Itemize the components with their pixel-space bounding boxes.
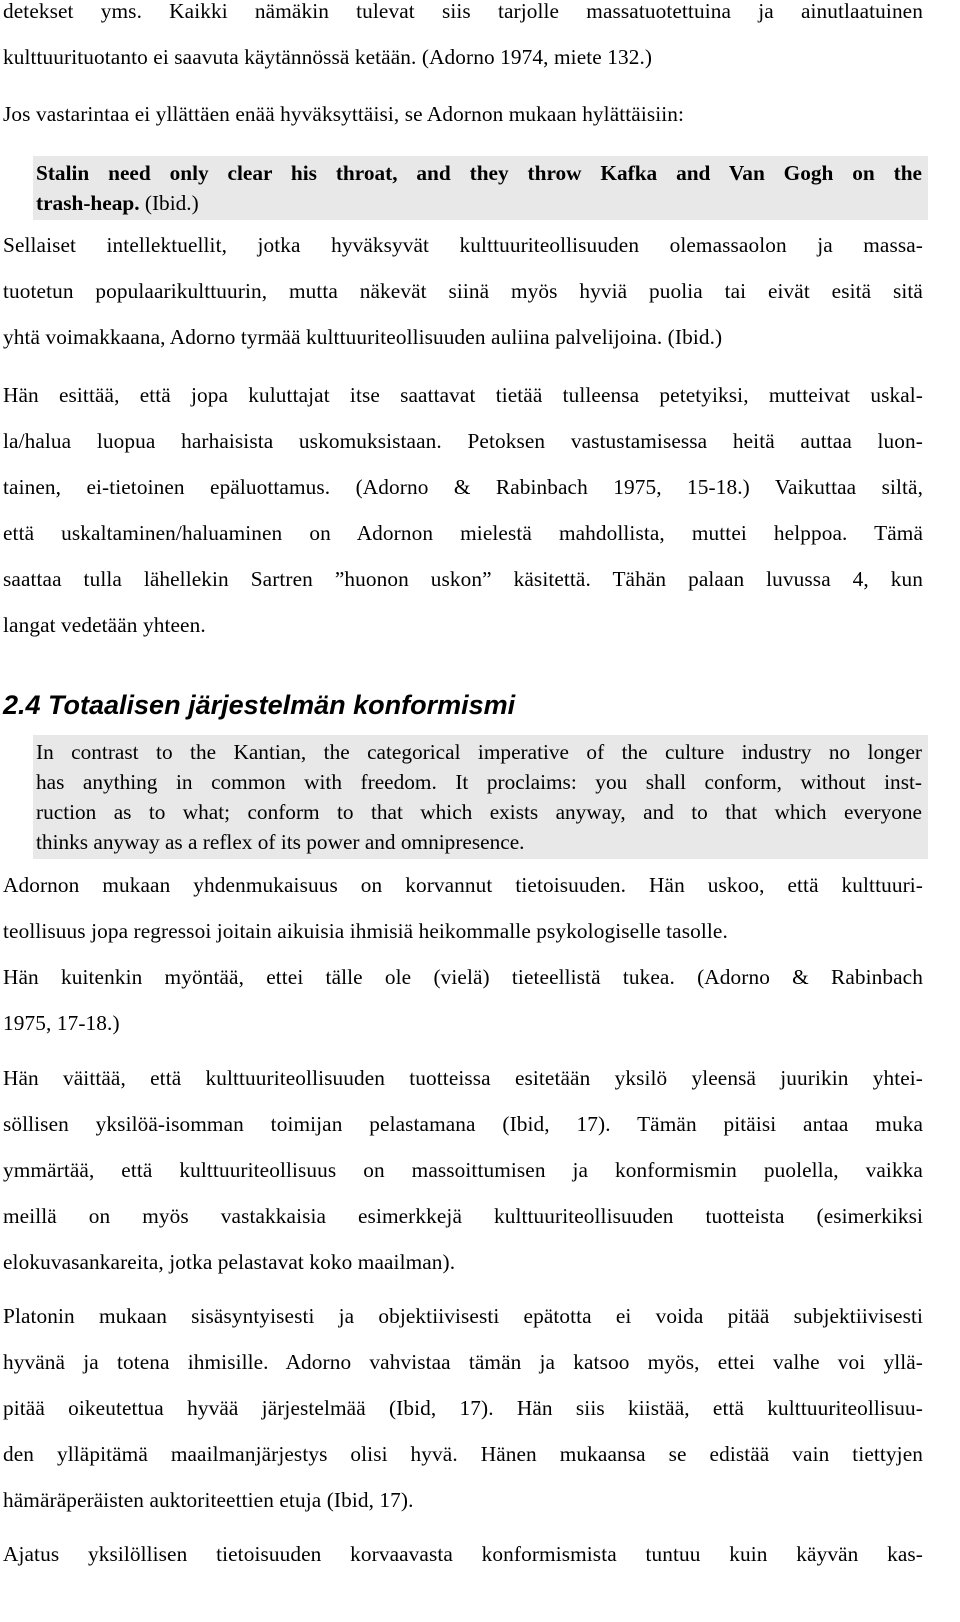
section-heading: 2.4 Totaalisen järjestelmän konformismi bbox=[3, 690, 516, 720]
text-line: meillä on myös vastakkaisia esimerkkejä kulttuuriteollisuuden tuotteista (esimerkiksi bbox=[3, 1204, 923, 1228]
text-line: kulttuurituotanto ei saavuta käytännössä ketään. (Adorno 1974, miete 132.) bbox=[3, 45, 653, 69]
paragraph-8 bbox=[3, 1531, 923, 1577]
text-line: ymmärtää, että kulttuuriteollisuus on massoittumisen ja konformismin puolella, vaikka bbox=[3, 1158, 923, 1182]
text-line: detekset yms. Kaikki nämäkin tulevat siis tarjolle massatuotettuina ja ainutlaatuinen bbox=[3, 0, 923, 23]
paragraph-7 bbox=[3, 1293, 923, 1523]
quote-line: In contrast to the Kantian, the categorical imperative of the culture industry no longer bbox=[36, 740, 922, 764]
paragraph-2 bbox=[3, 91, 923, 137]
text-line: elokuvasankareita, jotka pelastavat koko maailman). bbox=[3, 1250, 456, 1274]
block-quote-kantian bbox=[33, 735, 928, 859]
text-line: söllisen yksilöä-isomman toimijan pelastamana (Ibid, 17). Tämän pitäisi antaa muka bbox=[3, 1112, 923, 1136]
text-line: että uskaltaminen/haluaminen on Adornon mielestä mahdollista, muttei helppoa. Tämä bbox=[3, 521, 923, 545]
text-line: langat vedetään yhteen. bbox=[3, 613, 206, 637]
quote-line: ruction as to what; conform to that which exists anyway, and to that which everyone bbox=[36, 800, 922, 824]
text-line: Hän kuitenkin myöntää, ettei tälle ole (vielä) tieteellistä tukea. (Adorno & Rabinbach bbox=[3, 965, 923, 989]
text-line: Adornon mukaan yhdenmukaisuus on korvannut tietoisuuden. Hän uskoo, että kulttuuri- bbox=[3, 873, 923, 897]
text-line: Platonin mukaan sisäsyntyisesti ja objektiivisesti epätotta ei voida pitää subjektiivisesti bbox=[3, 1304, 923, 1328]
paragraph-1 bbox=[3, 0, 923, 80]
text-line: hyvänä ja totena ihmisille. Adorno vahvistaa tämän ja katsoo myös, ettei valhe voi yllä- bbox=[3, 1350, 923, 1374]
quote-citation: (Ibid.) bbox=[144, 191, 199, 215]
text-line: la/halua luopua harhaisista uskomuksistaan. Petoksen vastustamisessa heitä auttaa luon- bbox=[3, 429, 923, 453]
text-line: Hän väittää, että kulttuuriteollisuuden tuotteissa esitetään yksilö yleensä juurikin yhtei- bbox=[3, 1066, 923, 1090]
quote-line: has anything in common with freedom. It proclaims: you shall conform, without inst- bbox=[36, 770, 922, 794]
quote-line: Stalin need only clear his throat, and they throw Kafka and Van Gogh on the bbox=[36, 161, 922, 185]
paragraph-3 bbox=[3, 222, 923, 360]
text-line: yhtä voimakkaana, Adorno tyrmää kulttuuriteollisuuden auliina palvelijoina. (Ibid.) bbox=[3, 325, 723, 349]
text-line: Ajatus yksilöllisen tietoisuuden korvaavasta konformismista tuntuu kuin käyvän kas- bbox=[3, 1542, 923, 1566]
text-line: teollisuus jopa regressoi joitain aikuisia ihmisiä heikommalle psykologiselle tasolle. bbox=[3, 919, 728, 943]
text-line: pitää oikeutettua hyvää järjestelmää (Ibid, 17). Hän siis kiistää, että kulttuuriteollisuu- bbox=[3, 1396, 923, 1420]
text-line: Jos vastarintaa ei yllättäen enää hyväksyttäisi, se Adornon mukaan hylättäisiin: bbox=[3, 102, 685, 126]
paragraph-4 bbox=[3, 372, 923, 648]
text-line: 1975, 17-18.) bbox=[3, 1011, 120, 1035]
text-line: Sellaiset intellektuellit, jotka hyväksyvät kulttuuriteollisuuden olemassaolon ja massa- bbox=[3, 233, 923, 257]
text-line: hämäräperäisten auktoriteettien etuja (Ibid, 17). bbox=[3, 1488, 414, 1512]
block-quote-stalin bbox=[33, 156, 928, 220]
paragraph-5 bbox=[3, 862, 923, 1046]
text-line: tuotetun populaarikulttuurin, mutta näkevät siinä myös hyviä puolia tai eivät esitä sitä bbox=[3, 279, 923, 303]
quote-line: trash-heap. bbox=[36, 191, 140, 215]
text-line: tainen, ei-tietoinen epäluottamus. (Adorno & Rabinbach 1975, 15-18.) Vaikuttaa siltä, bbox=[3, 475, 923, 499]
paragraph-6 bbox=[3, 1055, 923, 1285]
text-line: saattaa tulla lähellekin Sartren ”huonon uskon” käsitettä. Tähän palaan luvussa 4, kun bbox=[3, 567, 923, 591]
quote-line: thinks anyway as a reflex of its power and omnipresence. bbox=[36, 830, 525, 854]
text-line: den ylläpitämä maailmanjärjestys olisi hyvä. Hänen mukaansa se edistää vain tiettyjen bbox=[3, 1442, 923, 1466]
text-line: Hän esittää, että jopa kuluttajat itse saattavat tietää tulleensa petetyiksi, mutteivat uskal- bbox=[3, 383, 923, 407]
